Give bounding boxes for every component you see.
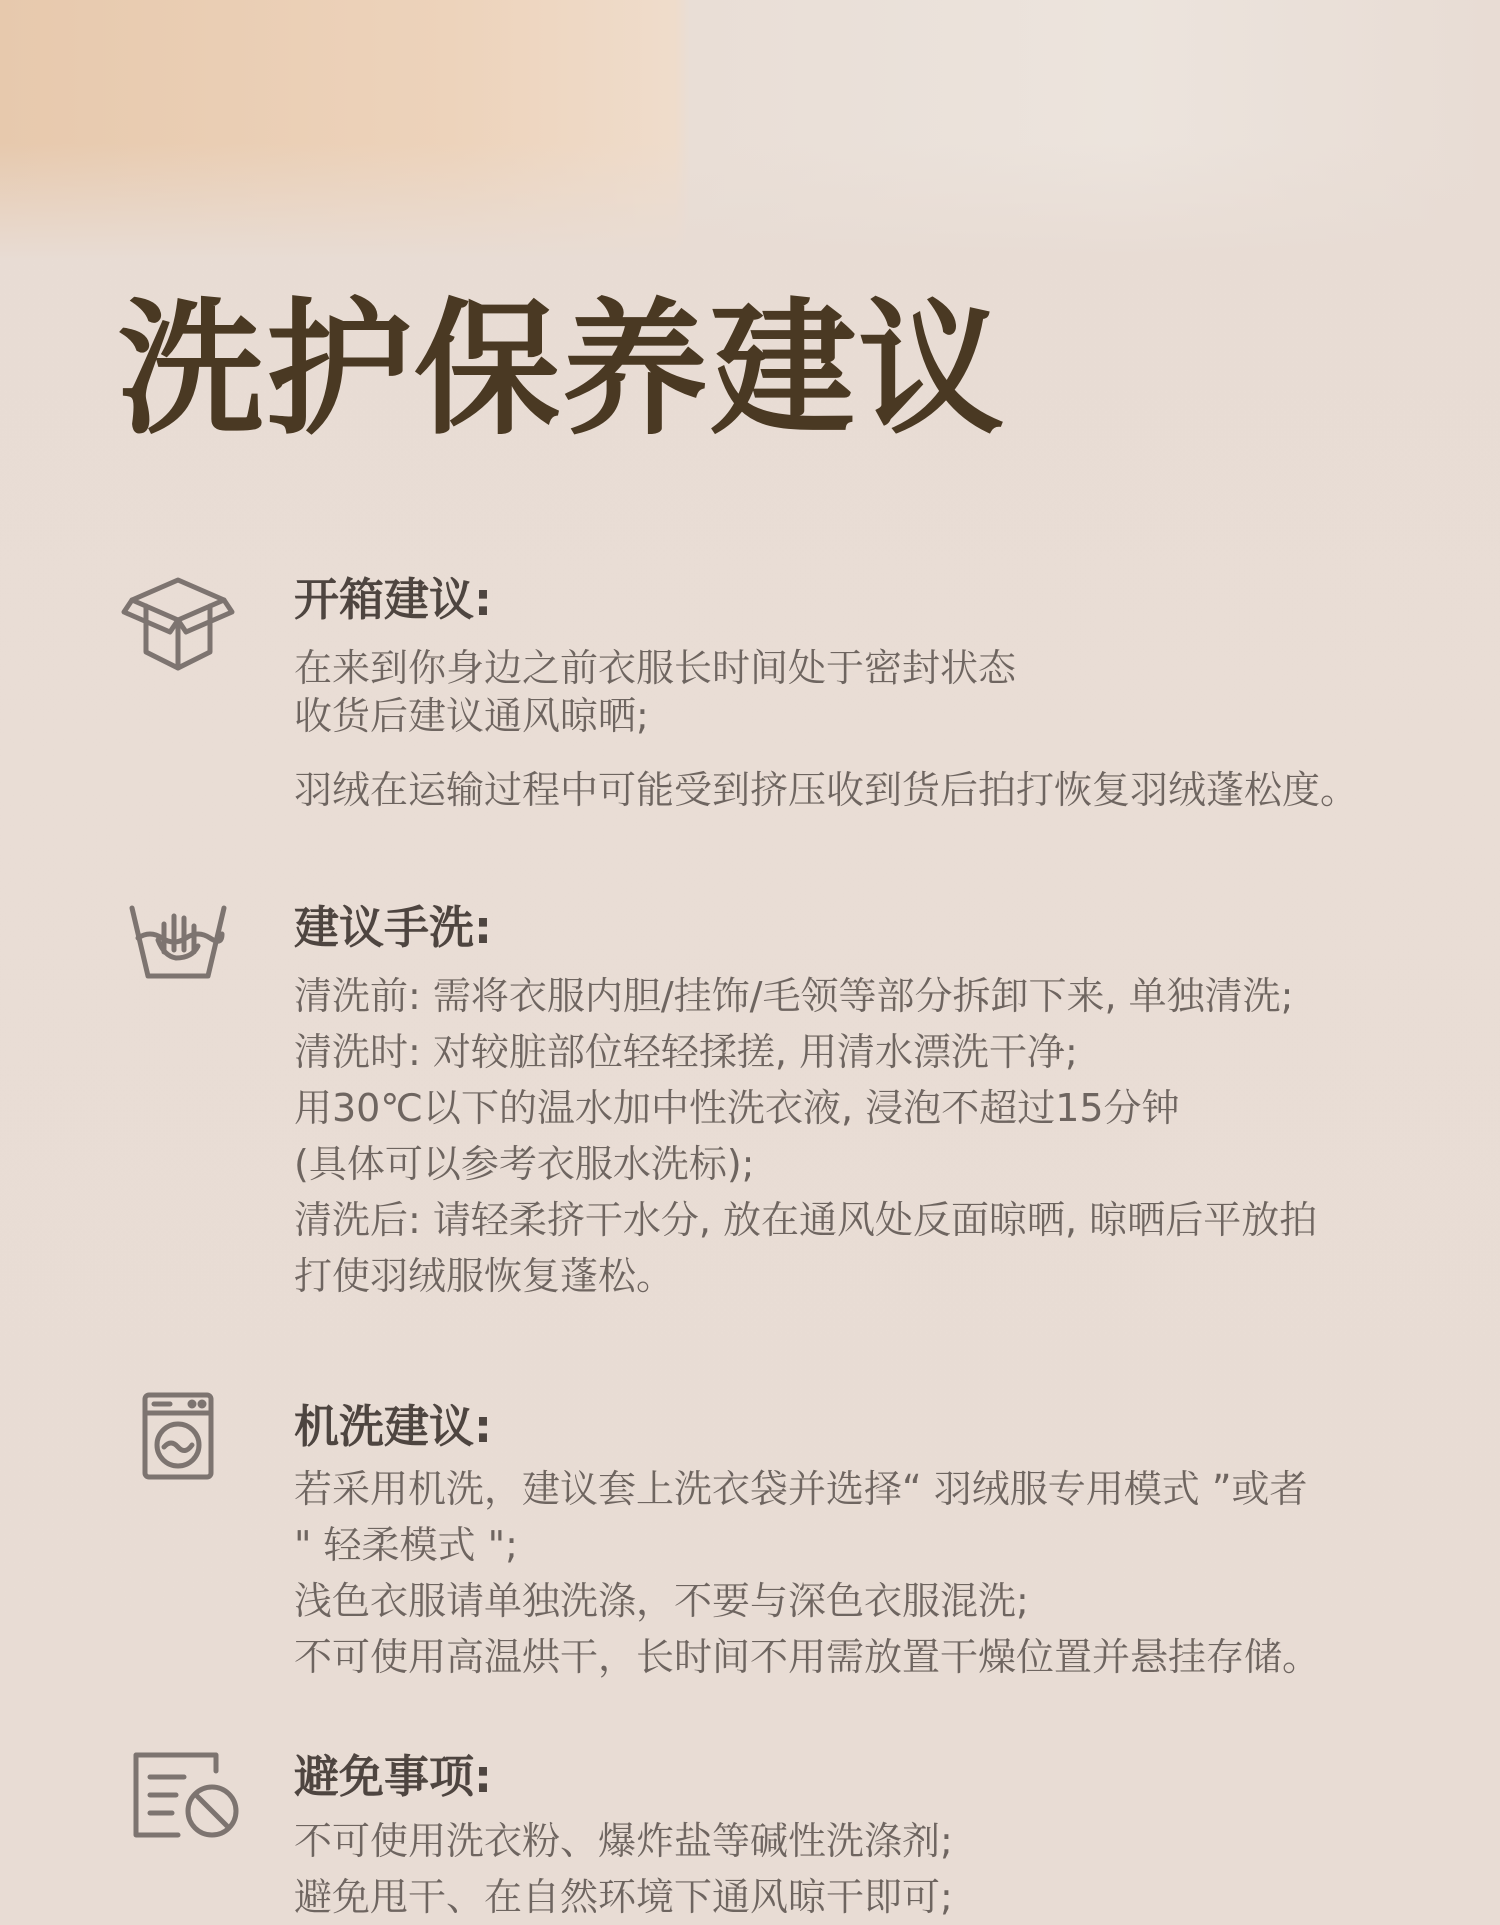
text-line: 羽绒在运输过程中可能受到挤压收到货后拍打恢复羽绒蓬松度。 [294, 768, 1359, 812]
text-line: 收货后建议通风晾晒; [294, 694, 649, 738]
section-title-hand-wash: 建议手洗: [294, 901, 492, 954]
text-line: 打使羽绒服恢复蓬松。 [294, 1254, 675, 1298]
text-line: 浅色衣服请单独洗涤，不要与深色衣服混洗; [294, 1579, 1029, 1623]
prohibited-list-icon [126, 1743, 246, 1853]
text-line: 若采用机洗，建议套上洗衣袋并选择“ 羽绒服专用模式 ”或者 [294, 1467, 1308, 1511]
text-line: 清洗时: 对较脏部位轻轻揉搓, 用清水漂洗干净; [294, 1030, 1078, 1074]
section-text-hand-wash [294, 968, 1424, 1304]
text-line: (具体可以参考衣服水洗标); [294, 1142, 755, 1186]
washing-machine-icon [118, 1385, 238, 1495]
section-text-unboxing [294, 644, 1424, 814]
section-title-avoid: 避免事项: [294, 1750, 492, 1803]
text-line: 不可使用高温烘干，长时间不用需放置干燥位置并悬挂存储。 [294, 1635, 1321, 1679]
section-title-unboxing: 开箱建议: [294, 573, 492, 626]
text-line: 避免甩干、在自然环境下通风晾干即可; [294, 1875, 953, 1919]
text-line: 不可使用洗衣粉、爆炸盐等碱性洗涤剂; [294, 1819, 953, 1863]
section-text-machine-wash [294, 1461, 1424, 1685]
text-line: 清洗前: 需将衣服内胆/挂饰/毛领等部分拆卸下来, 单独清洗; [294, 974, 1294, 1018]
header-photo-background [0, 0, 1500, 260]
hand-wash-icon [118, 890, 238, 1000]
section-text-avoid [294, 1813, 1424, 1925]
section-title-machine-wash: 机洗建议: [294, 1400, 492, 1453]
text-line: 用30℃以下的温水加中性洗衣液, 浸泡不超过15分钟 [294, 1086, 1180, 1130]
box-icon [118, 570, 238, 680]
text-line: " 轻柔模式 "; [294, 1523, 518, 1567]
page-title: 洗护保养建议 [118, 285, 1006, 455]
text-line: 在来到你身边之前衣服长时间处于密封状态 [294, 646, 1017, 690]
text-line: 清洗后: 请轻柔挤干水分, 放在通风处反面晾晒, 晾晒后平放拍 [294, 1198, 1318, 1242]
